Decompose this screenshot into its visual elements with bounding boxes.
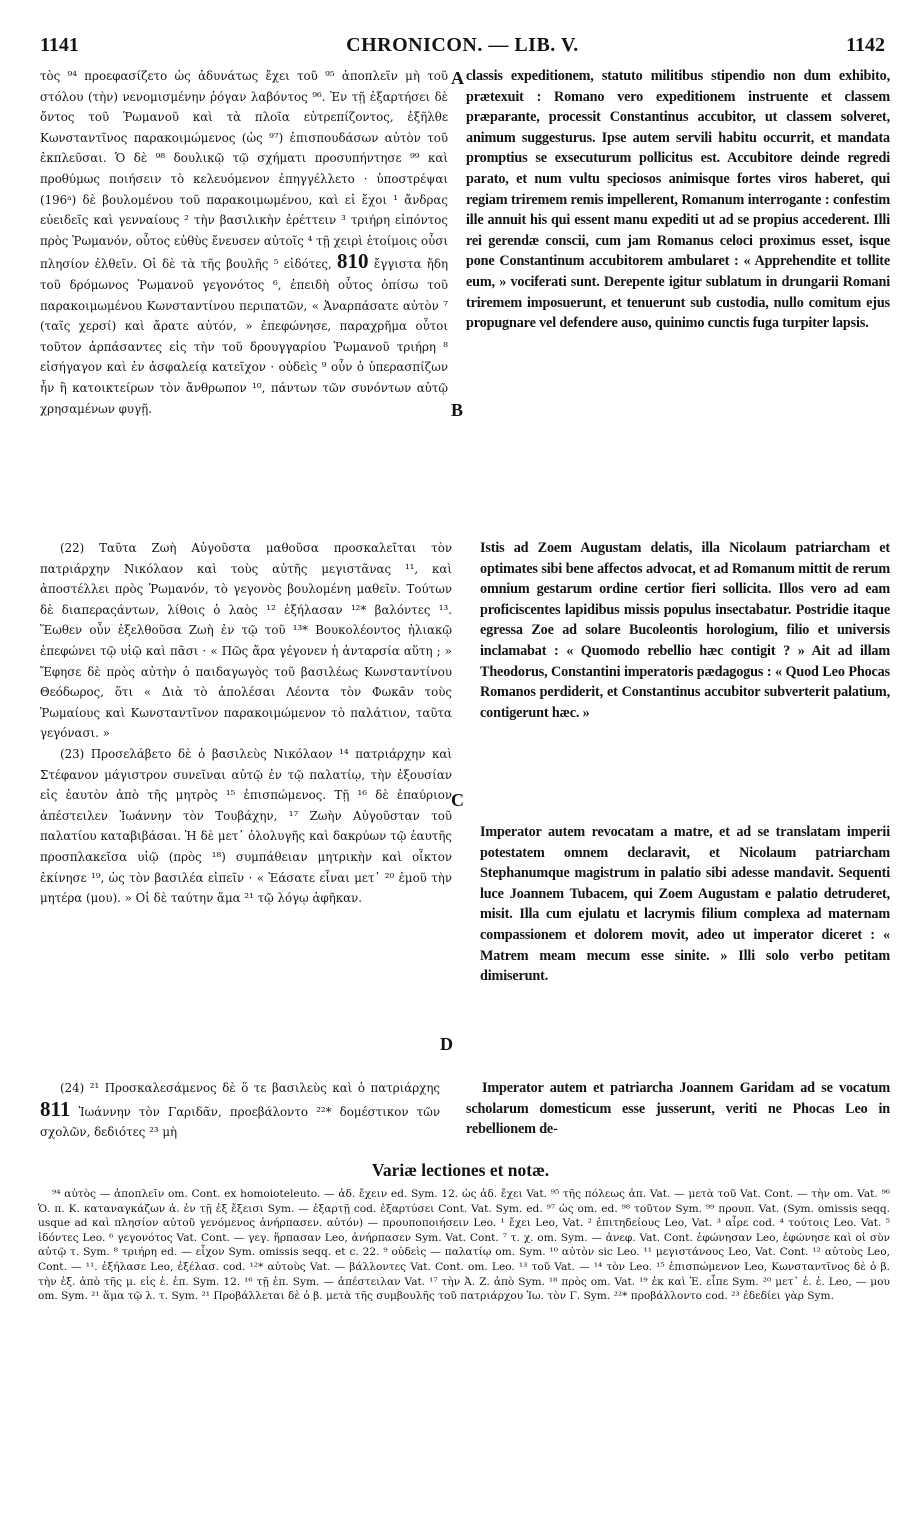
latin-block-2 <box>480 538 890 723</box>
latin-block-1 <box>466 66 890 334</box>
column-number-811: 811 <box>40 1096 71 1121</box>
section-marker-c: C <box>451 790 464 810</box>
latin-paragraph-22: Istis ad Zoem Augustam delatis, illa Nicolaum patriarcham et optimates sibi bene affectos advocat, et ad Romanum mittit de rerum omnium gestarum ordine certior fieri sollicita. Illos vero ad eam proficiscentes lapidibus missis populus insectabatur. Postridie itaque egressa Zoe ad solare Bucoleontis horologium, filio et universis inclamabat : « Quomodo rebellio hæc contigit ? » Ait ad illam Theodorus, Constantini imperatoris pædagogus : « Quod Leo Phocas Romanos perdiderit, et Constantinus accubitor subverterit palatium, contigerunt hæc. » <box>480 540 890 721</box>
page-header <box>40 30 885 62</box>
greek-block-1 <box>40 66 448 419</box>
greek-paragraph-23: (23) Προσελάβετο δὲ ὁ βασιλεὺς Νικόλαον ¹⁴ πατριάρχην καὶ Στέφανον μάγιστρον συνεῖναι αὐτῷ ἐν τῷ παλατίῳ, τὴν ἐξουσίαν εἰς ἑαυτὸν ἀπὸ τῆς μητρὸς ¹⁵ ἐπισπώμενος. Τῇ ¹⁶ δὲ ἐπαύριον ἀπέστειλεν Ἰωάννην τὸν Τουβάχην, ¹⁷ Ζωὴν Αὐγοῦσταν τοῦ παλατίου καταβιβάσαι. Ἡ δὲ μετ᾽ ὀλολυγῆς καὶ δακρύων τῷ ἑαυτῆς προσπλακεῖσα υἱῷ (πρὸς ¹⁸) συμπάθειαν μητρικὴν καὶ οἶκτον ἐκίνησε ¹⁹, ὡς τὸν βασιλέα εἰπεῖν · « Ἐάσατε εἶναι μετ᾽ ²⁰ ἐμοῦ τὴν μητέρα (μου). » Οἱ δὲ ταύτην ἅμα ²¹ τῷ λόγῳ ἀφῆκαν. <box>40 746 452 906</box>
greek-paragraph <box>40 66 448 419</box>
greek-text-cont: ἔγγιστα ἤδη τοῦ δρόμωνος Ῥωμανοῦ γεγονότος ⁶, ἐπειδὴ οὗτος ὀπίσω τοῦ παρακοιμωμένου Κωνσταντίνου περιπατῶν, « Ἀναρπάσατε αὐτὸν ⁷ (ταῖς χερσί) καὶ ἄρατε αὐτόν, » ἐπεφώνησε, παραχρῆμα οὗτοι τοῦτον ἁρπάσαντες εἰς τὴν τοῦ δρουγγαρίου Ῥωμανοῦ τριήρη ⁸ εἰσήγαγον καὶ ἐν ἀσφαλείᾳ κατεῖχον · οὐδεὶς ⁹ οὖν ὁ ὑπερασπίζων ἦν ἢ κατοικτείρων τὸν ἄνθρωπον ¹⁰, πάντων τῶν συνόντων αὐτῷ χρησαμένων φυγῇ. <box>40 257 449 416</box>
notes-heading: Variæ lectiones et notæ. <box>371 1160 550 1180</box>
greek-text-24a: (24) ²¹ Προσκαλεσάμενος δὲ ὅ τε βασιλεὺς καὶ ὁ πατριάρχης <box>60 1081 440 1095</box>
page-number-right: 1142 <box>846 34 885 56</box>
page-number-left: 1141 <box>40 34 79 56</box>
greek-text: τὸς ⁹⁴ προεφασίζετο ὡς ἀδυνάτως ἔχει τοῦ ⁹⁵ ἀποπλεῖν μὴ τοῦ στόλου (τὴν) νενομισμένην ῥόγαν λαβόντος ⁹⁶. Ἐν τῇ ἐξαρτήσει δὲ ὄντος τοῦ Ῥωμανοῦ καὶ τὰ πλοῖα εὐτρεπίζοντος, ἐξῆλθε Κωνσταντῖνος παρακοιμώμενος (ὡς ⁹⁷) ἐπισπουδάσων αὐτὸν τοῦ ἐκπλεῦσαι. Ὁ δὲ ⁹⁸ δουλικῷ τῷ σχήματι προσυπήντησε ⁹⁹ καὶ προθύμως ποιήσειν τὸ κελευόμενον ἐπηγγέλλετο · ὑποστρέψαι (196ᵃ) δὲ βουλομένου τοῦ παρακοιμωμένου, καὶ εἰ ἔχοι ¹ ἄνδρας εὐειδεῖς καὶ γενναίους ² τὴν βασιλικὴν ἐρέττειν ³ τριήρη εἰπόντος πρὸς Ῥωμανόν, οὗτος εὐθὺς ἔνευσεν αὐτοῖς ⁴ τῇ χειρὶ ἑτοίμοις οὖσι πλησίον ἐλθεῖν. Οἱ δὲ τὰ τῆς βουλῆς ⁵ εἰδότες, <box>40 69 448 272</box>
column-number-810: 810 <box>337 249 369 274</box>
section-marker-b: B <box>451 400 464 420</box>
section-marker-d: D <box>440 1034 453 1054</box>
greek-block-3 <box>40 1078 440 1143</box>
latin-block-4 <box>466 1078 890 1140</box>
greek-text-24b: Ἰωάννην τὸν Γαριδᾶν, προεβάλοντο ²²* δομέστικον τῶν σχολῶν, δεδιότες ²³ μὴ <box>40 1104 440 1140</box>
notes-text: ⁹⁴ αὐτὸς — ἀποπλεῖν om. Cont. ex homoioteleuto. — ἀδ. ἔχειν ed. Sym. 12. ὡς ἀδ. ἔχει Vat. ⁹⁵ τῆς πόλεως ἀπ. Vat. — μετὰ τοῦ Vat. Cont. — τὴν om. Vat. ⁹⁶ Ὁ. π. Κ. καταναγκάζων ἀ. ἐν τῇ ἐξ ἔξεισι Sym. — ἐξαρτῇ cod. ἐξαρτύσει Cont. Vat. Sym. ed. ⁹⁷ ὡς om. ed. ⁹⁸ τοῦτον Sym. ⁹⁹ προυπ. Vat. (Sym. omissis seqq. usque ad καὶ πλησίον αὐτοῦ γενόμενος ἀνήρπασεν. αὐτόν) — προυποποιήσειν Leo. ¹ ἔχει Leo, Vat. ² ἐπιτηδείους Leo, Vat. ³ αἶρε cod. ⁴ τούτοις Leo. Vat. ⁵ ἰδόντες Leo. ⁶ γεγονότος Vat. Cont. — γεγ. ἥρπασαν Leo, ἀνήρπασεν Sym. Vat. Cont. ⁷ τ. χ. om. Sym. — ἀνεφ. Vat. Cont. ἐφώνησαν Leo, ἐφώνησε καὶ οἱ σὺν αὐτῷ τ. Sym. ⁸ τριήρη ed. — εἶχον Sym. omissis seqq. et c. 22. ⁹ οὐδεὶς — παλατίῳ om. Sym. ¹⁰ αὐτὸν sic Leo. ¹¹ μεγιστάνους Leo, Vat. Cont. ¹² αὐτοὺς Leo, Cont. — ¹¹. ἐξήλασε Leo, ἐξέλασ. cod. ¹²* αὐτοὺς Vat. — βάλλοντες Vat. Cont. om. Leo. ¹³ τοῦ Vat. — ¹⁴ τὸν Leo. ¹⁵ ἐπισπώμενον Leo, Κωνσταντῖνος δὲ ὁ β. τὴν ἐξ. ἀπὸ τῆς μ. εἰς ἑ. ἐπ. Sym. 12. ¹⁶ τῇ ἐπ. Sym. — ἀπέστειλαν Vat. ¹⁷ τὴν Ἀ. Ζ. ἀπὸ Sym. ¹⁸ πρὸς om. Vat. ¹⁹ ἐκ καὶ Ἐ. εἶπε Sym. ²⁰ μετ᾽ ἐ. ἐ. Leo, — μου om. Sym. ²¹ ἅμα τῷ λ. τ. Sym. ²¹ Προβάλλεται δὲ ὁ β. μετὰ τῆς συμβουλῆς τοῦ πατριάρχου Ἰω. τὸν Γ. Sym. ²²* προβάλλοντο cod. ²³ ἐδεδίει γὰρ Sym. <box>38 1188 890 1303</box>
notes-block <box>38 1187 890 1304</box>
section-marker-a: A <box>451 68 464 88</box>
latin-paragraph: classis expeditionem, statuto militibus stipendio non dum exhibito, prætexuit : Romano vero expeditionem instruente et classem præparante, processit Constantinus accubitor, ut classem solveret, animum suggesturus. Ipse autem servili habitu occurrit, et mandata promptius se exsecuturum pollicitus est. Accubitore deinde regredi parato, et num vultu speciosos animisque fortes viros haberet, qui regiam triremem remis impellerent, Romanum interrogante : confestim ille annuit his qui essent manu expediti ut ad se propius accederent. Illi rei gerendæ conscii, cum jam Romanus celoci proximus esset, isque pone Constantinum accubitorem ambularet : « Apprehendite et tollite eum, » vociferati sunt. Derepente igitur sublatum in drungarii Romani triremem imposuerunt, et tenuerunt sub custodia, nullo comitum ejus propugnare vel defendere auso, quinimo cunctis fuga turpiter lapsis. <box>466 68 890 332</box>
greek-paragraph-22: (22) Ταῦτα Ζωὴ Αὐγοῦστα μαθοῦσα προσκαλεῖται τὸν πατριάρχην Νικόλαον καὶ τοὺς αὐτῆς μεγιστᾶνας ¹¹, καὶ ἀποστέλλει πρὸς Ῥωμανόν, τὸ γεγονὸς βουλομένη μαθεῖν. Τούτων δὲ διαπεραςάντων, λίθοις ὁ λαὸς ¹² ἐξήλασαν ¹²* βαλόντες ¹³. Ἕωθεν οὖν ἐξελθοῦσα Ζωὴ ἐν τῷ τοῦ ¹³* Βουκολέοντος ἡλιακῷ ἐπεφώνει τῷ υἱῷ καὶ πᾶσι · « Πῶς ἄρα γέγονεν ἡ ἀνταρσία αὕτη ; » Ἔφησε δὲ πρὸς αὐτὴν ὁ παιδαγωγὸς τοῦ βασιλέως Κωνσταντίνου Θεόδωρος, ὅτι « Διὰ τὸ ἀπολέσαι Λέοντα τὸν Φωκᾶν τοὺς Ῥωμαίους καὶ Κωνσταντῖνον παρακοιμώμενον τὸ παλάτιον, ταῦτα γεγόνασι. » <box>40 541 452 741</box>
latin-paragraph-23: Imperator autem revocatam a matre, et ad se translatam imperii potestatem omnem declaravit, et Nicolaum patriarcham Stephanumque magistrum in palatio sibi adesse mandavit. Sequenti luce Joannem Tubacem, qui Zoem Augustam e palatio detruderet, misit. Illa cum ejulatu et lacrymis filium complexa ad maternam compassionem et dolorem movit, adeo ut imperator diceret : « Matrem meam mecum esse sinite. » Illi solo verbo petitam dimiserunt. <box>480 824 890 985</box>
greek-paragraph-24 <box>40 1078 440 1143</box>
greek-block-2 <box>40 538 452 909</box>
latin-block-3 <box>480 822 890 987</box>
latin-paragraph-24: Imperator autem et patriarcha Joannem Garidam ad se vocatum scholarum domesticum esse jusserunt, veriti ne Phocas Leo in rebellionem de- <box>466 1080 890 1138</box>
running-title: CHRONICON. — LIB. V. <box>346 34 579 56</box>
